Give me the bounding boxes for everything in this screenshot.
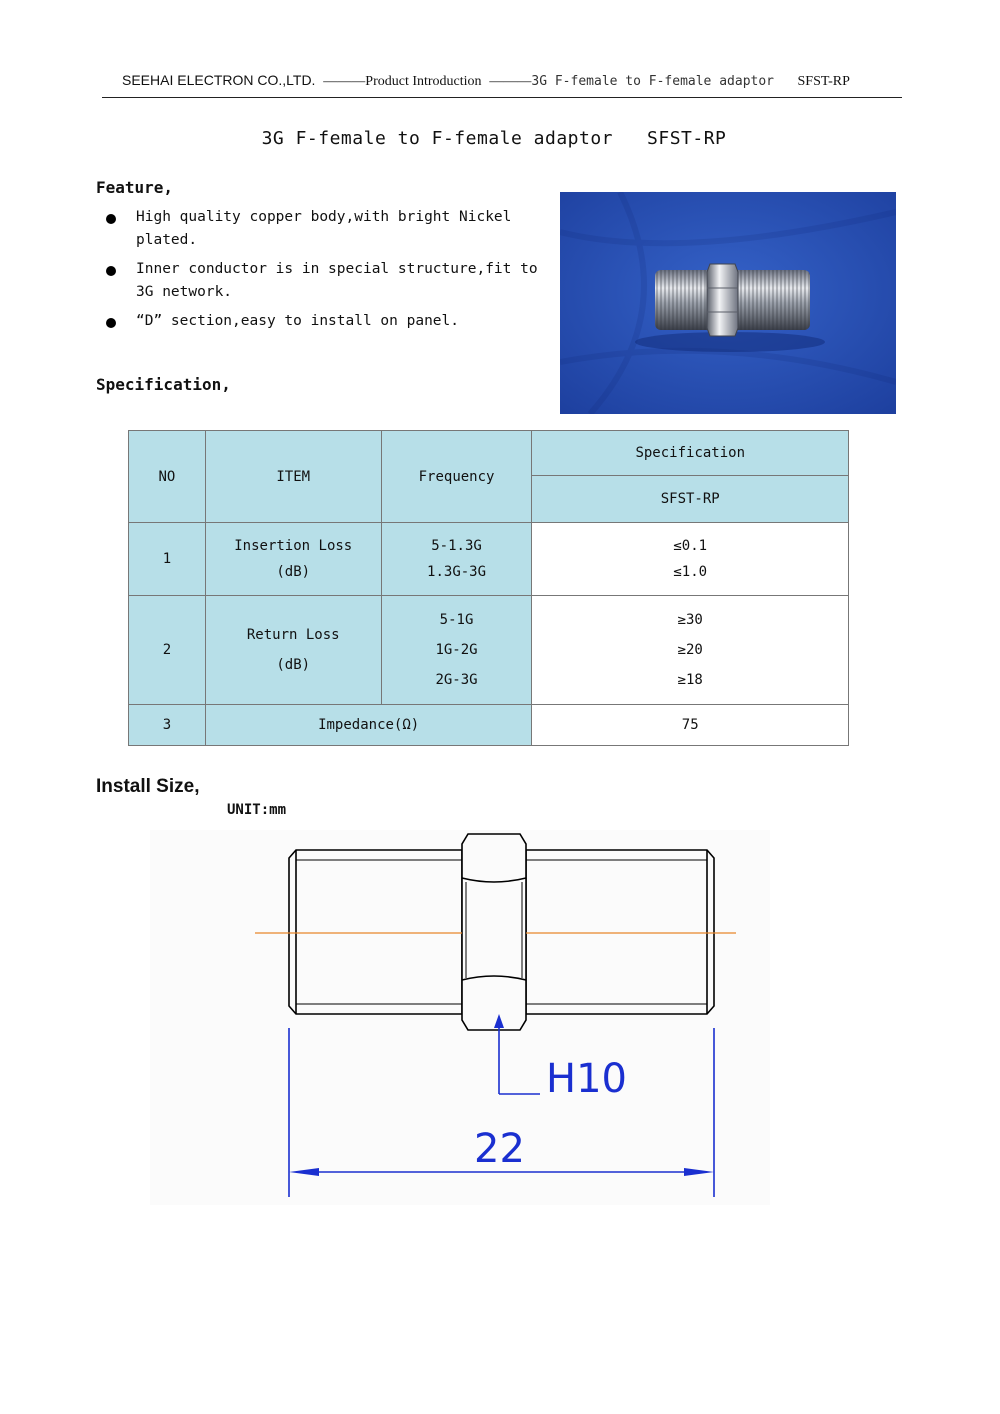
row-value: ≥30 ≥20 ≥18 [532,596,849,705]
header-product: 3G F-female to F-female adaptor [531,74,775,89]
row-item: Insertion Loss (dB) [205,523,381,596]
row-no: 1 [129,523,206,596]
row-no: 3 [129,705,206,746]
feature-item: “D” section,easy to install on panel. [106,310,556,333]
bullet-icon [106,214,116,224]
header-separator-2: ——— [489,74,532,89]
header-rule [102,97,902,98]
row-no: 2 [129,596,206,705]
product-photo [560,192,896,414]
specification-heading: Specification, [96,375,231,394]
row-frequency: 5-1G 1G-2G 2G-3G [381,596,532,705]
header-section: —Product Introduction [351,74,482,89]
header-frequency: Frequency [381,431,532,523]
unit-label: UNIT:mm [227,802,287,818]
table-row [129,523,849,596]
page-header [122,72,850,90]
bullet-icon [106,318,116,328]
page-title: 3G F-female to F-female adaptor SFST-RP [261,128,727,149]
header-model: SFST-RP [532,476,849,523]
feature-heading: Feature, [96,178,174,197]
row-item: Impedance(Ω) [205,705,532,746]
row-value: 75 [532,705,849,746]
hex-size-label: H10 [546,1056,627,1102]
row-value: ≤0.1 ≤1.0 [532,523,849,596]
table-row [129,705,849,746]
header-separator: —— [323,74,352,89]
header-item: ITEM [205,431,381,523]
install-drawing [150,830,770,1205]
feature-item: Inner conductor is in special structure,fit to 3G network. [106,258,556,304]
length-label: 22 [474,1126,525,1172]
row-item: Return Loss (dB) [205,596,381,705]
header-specification: Specification [532,431,849,476]
specification-table [128,430,849,746]
table-row [129,596,849,705]
company-name: SEEHAI ELECTRON CO.,LTD. [122,72,316,88]
install-size-heading: Install Size, [96,776,200,797]
row-frequency: 5-1.3G 1.3G-3G [381,523,532,596]
feature-item: High quality copper body,with bright Nickel plated. [106,206,556,252]
bullet-icon [106,266,116,276]
header-model: SFST-RP [797,74,850,89]
feature-list [106,206,556,339]
header-no: NO [129,431,206,523]
